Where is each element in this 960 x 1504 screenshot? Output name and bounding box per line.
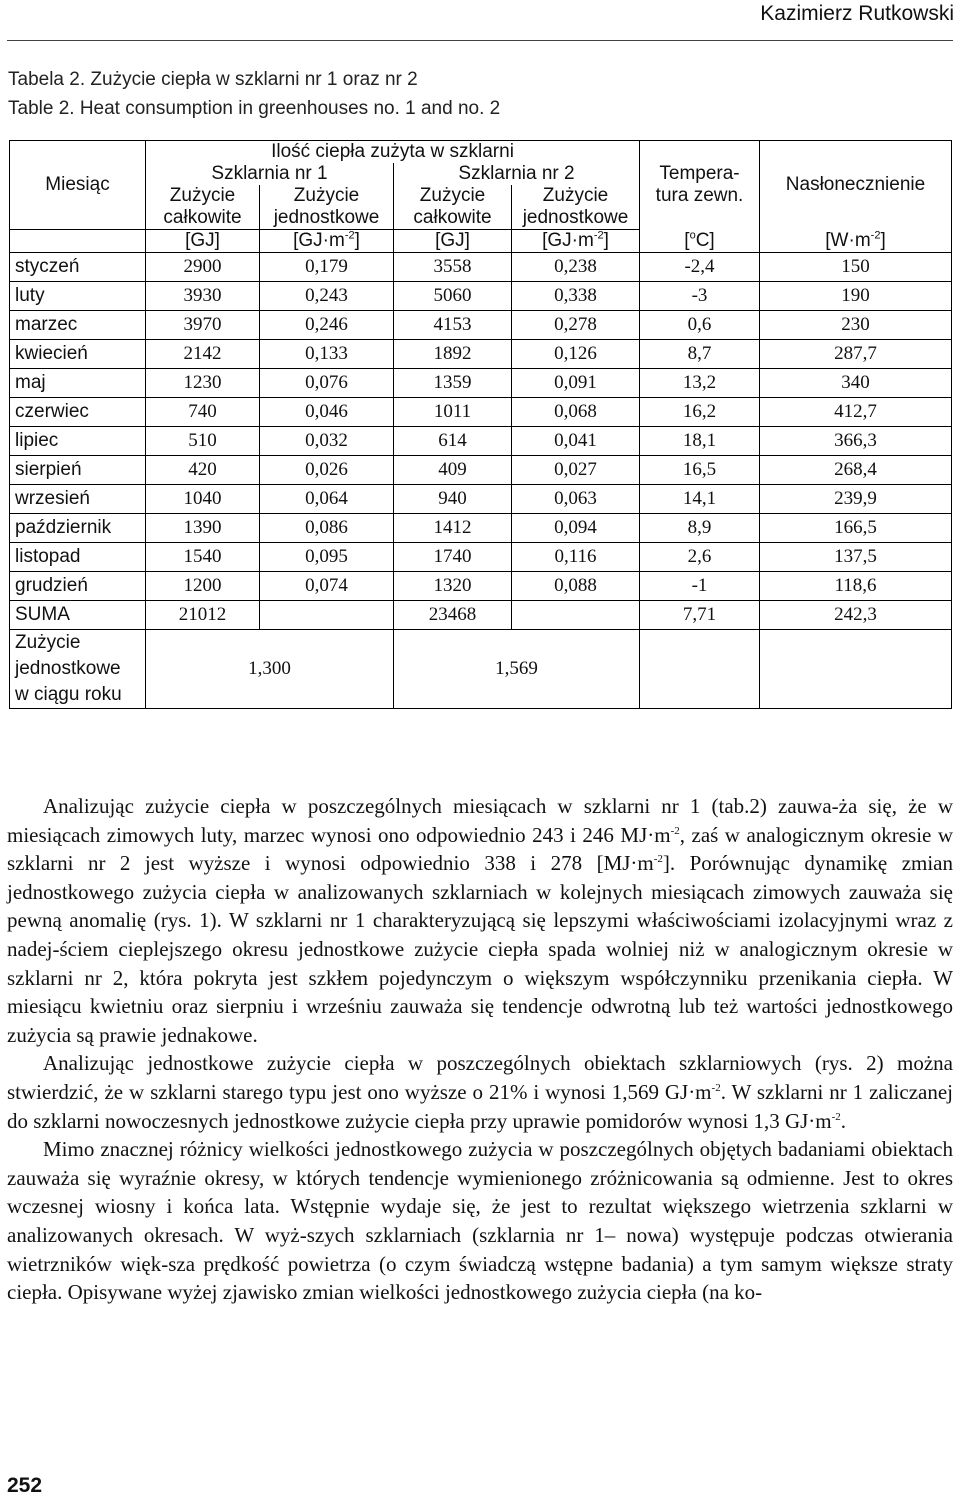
row-g2-unit: 0,027 (512, 456, 640, 485)
paragraph-1: Analizując zużycie ciepła w poszczególnych miesiącach w szklarni nr 1 (tab.2) zauwa-ża się, że w miesiącach zimowych luty, marzec wynosi ono odpowiednio 243 i 246 $MJ\cdot m^{-2}$, zaś w analogicznym okresie w szklarni nr 2 jest wyższe i wynosi odpowiednio 338 i 278 $[MJ\cdot m^{-2}]$. Porównując dynamikę zmian jednostkowego zużycia ciepła w analizowanych szklarniach w kolejnych miesiącach zimowych zauważa się pewną anomalię (rys. 1). W szklarni nr 1 charakteryzującą się lepszymi właściwościami izolacyjnymi wraz z nadej-ściem cieplejszego okresu jednostkowe zużycie ciepła spada wolniej niż w analogicznym okresie w szklarni nr 2, która pokryta jest szkłem pojedynczym o większym współczynniku przenikania ciepła. W miesiącu kwietniu oraz sierpniu i wrześniu zauważa się tendencje odwrotną lub też wartości jednostkowego zużycia są prawie jednakowe. (7, 794, 954, 1047)
row-g1-unit: 0,046 (260, 398, 394, 427)
row-month: luty (10, 282, 146, 311)
header-heat-used: Ilość ciepła zużyta w szklarni (146, 141, 640, 164)
row-g1-unit: 0,246 (260, 311, 394, 340)
row-ins: 287,7 (760, 340, 952, 369)
row-g2-unit: 0,091 (512, 369, 640, 398)
row-g2-total: 1011 (394, 398, 512, 427)
annual-temp-blank (640, 630, 760, 709)
row-g1-unit: 0,133 (260, 340, 394, 369)
row-g2-unit: 0,088 (512, 572, 640, 601)
row-ins: 366,3 (760, 427, 952, 456)
row-g2-total: 1320 (394, 572, 512, 601)
annual-g2: 1,569 (394, 630, 640, 709)
row-month: sierpień (10, 456, 146, 485)
row-temp: 8,9 (640, 514, 760, 543)
row-g2-unit: 0,094 (512, 514, 640, 543)
row-temp: 2,6 (640, 543, 760, 572)
row-g2-unit: 0,041 (512, 427, 640, 456)
row-temp: -3 (640, 282, 760, 311)
header-g2-unit-line1: Zużycie (542, 185, 609, 206)
row-ins: 150 (760, 253, 952, 282)
row-temp: 13,2 (640, 369, 760, 398)
row-g2-total: 1740 (394, 543, 512, 572)
header-g1-total-line1: Zużycie (169, 185, 236, 206)
row-temp: 16,5 (640, 456, 760, 485)
header-temperature-line1: Tempera- (659, 163, 740, 185)
row-g1-total: 3930 (146, 282, 260, 311)
row-g2-total: 1359 (394, 369, 512, 398)
sum-temp: 7,71 (640, 601, 760, 630)
annual-ins-blank (760, 630, 952, 709)
row-month: maj (10, 369, 146, 398)
row-g2-total: 4153 (394, 311, 512, 340)
row-g1-total: 3970 (146, 311, 260, 340)
header-greenhouse-1: Szklarnia nr 1 (146, 163, 394, 185)
row-month: styczeń (10, 253, 146, 282)
row-g1-total: 2142 (146, 340, 260, 369)
row-ins: 239,9 (760, 485, 952, 514)
table-row (10, 485, 952, 514)
row-g2-total: 614 (394, 427, 512, 456)
row-g2-unit: 0,116 (512, 543, 640, 572)
header-g1-total (146, 185, 260, 230)
header-temperature (640, 141, 760, 230)
row-g2-total: 5060 (394, 282, 512, 311)
row-g1-unit: 0,243 (260, 282, 394, 311)
table-caption-pl: Tabela 2. Zużycie ciepła w szklarni nr 1 oraz nr 2 (8, 69, 418, 90)
row-g2-total: 409 (394, 456, 512, 485)
row-month: marzec (10, 311, 146, 340)
row-g1-total: 1390 (146, 514, 260, 543)
row-ins: 137,5 (760, 543, 952, 572)
annual-label-line1: Zużycie (15, 632, 81, 653)
paragraph-2: Analizując jednostkowe zużycie ciepła w poszczególnych obiektach szklarniowych (rys. 2) można stwierdzić, że w szklarni starego typu jest ono wyższe o 21% i wynosi 1,569 $GJ\cdot m^{-2}$. W szklarni nr 1 zaliczanej do szklarni nowoczesnych jednostkowe zużycie ciepła przy uprawie pomidorów wynosi 1,3 $GJ\cdot m^{-2}$. (7, 1051, 953, 1133)
row-temp: 18,1 (640, 427, 760, 456)
row-g2-unit: 0,238 (512, 253, 640, 282)
row-g1-unit: 0,076 (260, 369, 394, 398)
unit-g2-unit: $[GJ\cdot m^{-2}]$ (512, 230, 640, 253)
table-row (10, 543, 952, 572)
row-g1-unit: 0,179 (260, 253, 394, 282)
running-header: Kazimierz Rutkowski (760, 2, 954, 25)
table-row (10, 369, 952, 398)
header-greenhouse-2: Szklarnia nr 2 (394, 163, 640, 185)
header-insolation: Nasłonecznienie (760, 141, 952, 230)
header-g1-unit-line2: jednostkowe (273, 207, 380, 228)
row-ins: 268,4 (760, 456, 952, 485)
row-temp: 16,2 (640, 398, 760, 427)
row-temp: 0,6 (640, 311, 760, 340)
unit-g1-total: [GJ] (146, 230, 260, 253)
table-row (10, 311, 952, 340)
unit-g1-unit: $[GJ\cdot m^{-2}]$ (260, 230, 394, 253)
header-g2-total-line2: całkowite (413, 207, 492, 228)
row-ins: 190 (760, 282, 952, 311)
table-row (10, 282, 952, 311)
row-g2-unit: 0,063 (512, 485, 640, 514)
unit-temperature: [$^o$C] (640, 230, 760, 253)
row-g1-total: 2900 (146, 253, 260, 282)
row-g2-unit: 0,068 (512, 398, 640, 427)
header-rule (7, 40, 953, 41)
row-g1-unit: 0,026 (260, 456, 394, 485)
body-text (7, 792, 953, 1307)
paragraph-3: Mimo znacznej różnicy wielkości jednostkowego zużycia w poszczególnych objętych badaniami obiektach zauważa się wyraźnie okresy, w których tendencje wymienionego zróżnicowania są odmienne. Jest to okres wczesnej wiosny i końca lata. Wstępnie wydaje się, że jest to rezultat większego wietrzenia szklarni w analizowanych okresach. W wyż-szych szklarniach (szklarnia nr 1– nowa) występuje podczas otwierania wietrzników więk-sza prędkość powietrza (o czym świadczą wstępne badania) a tym samym większe straty ciepła. Opisywane wyżej zjawisko zmian wielkości jednostkowego zużycia ciepła (na ko- (7, 1137, 953, 1305)
row-g1-unit: 0,095 (260, 543, 394, 572)
header-temperature-line2: tura zewn. (655, 185, 744, 207)
unit-g2-total: [GJ] (394, 230, 512, 253)
row-month: wrzesień (10, 485, 146, 514)
header-month: Miesiąc (10, 141, 146, 230)
row-g1-unit: 0,086 (260, 514, 394, 543)
row-g1-total: 740 (146, 398, 260, 427)
row-g1-total: 1540 (146, 543, 260, 572)
header-g2-unit-line2: jednostkowe (522, 207, 629, 228)
header-g2-unit (512, 185, 640, 230)
row-g2-total: 940 (394, 485, 512, 514)
row-month: czerwiec (10, 398, 146, 427)
table-caption-en: Table 2. Heat consumption in greenhouses no. 1 and no. 2 (8, 98, 501, 119)
row-month: grudzień (10, 572, 146, 601)
sum-g1-total: 21012 (146, 601, 260, 630)
annual-g1: 1,300 (146, 630, 394, 709)
table-row (10, 427, 952, 456)
row-temp: 8,7 (640, 340, 760, 369)
header-g1-unit (260, 185, 394, 230)
header-g1-total-line2: całkowite (163, 207, 242, 228)
sum-label: SUMA (10, 601, 146, 630)
table-row (10, 253, 952, 282)
unit-insolation: $[W\cdot m^{-2}]$ (760, 230, 952, 253)
row-ins: 340 (760, 369, 952, 398)
header-g2-total (394, 185, 512, 230)
heat-consumption-table (9, 140, 952, 709)
row-g2-unit: 0,126 (512, 340, 640, 369)
row-g1-unit: 0,032 (260, 427, 394, 456)
row-g1-total: 510 (146, 427, 260, 456)
table-row (10, 572, 952, 601)
units-month-blank (10, 230, 146, 253)
table-row (10, 340, 952, 369)
table-row (10, 398, 952, 427)
row-g1-total: 1230 (146, 369, 260, 398)
annual-label-line2: jednostkowe (15, 658, 121, 679)
row-ins: 118,6 (760, 572, 952, 601)
row-g2-unit: 0,278 (512, 311, 640, 340)
row-ins: 412,7 (760, 398, 952, 427)
row-g1-total: 1200 (146, 572, 260, 601)
annual-label (10, 630, 146, 709)
table-row (10, 514, 952, 543)
row-month: lipiec (10, 427, 146, 456)
row-month: październik (10, 514, 146, 543)
row-g1-total: 1040 (146, 485, 260, 514)
row-g1-total: 420 (146, 456, 260, 485)
row-g1-unit: 0,074 (260, 572, 394, 601)
sum-ins: 242,3 (760, 601, 952, 630)
row-g2-unit: 0,338 (512, 282, 640, 311)
sum-g2-total: 23468 (394, 601, 512, 630)
row-g2-total: 3558 (394, 253, 512, 282)
row-ins: 230 (760, 311, 952, 340)
row-g2-total: 1892 (394, 340, 512, 369)
row-temp: 14,1 (640, 485, 760, 514)
page-number: 252 (7, 1474, 43, 1497)
sum-g1-unit (260, 601, 394, 630)
row-temp: -2,4 (640, 253, 760, 282)
row-month: kwiecień (10, 340, 146, 369)
row-g1-unit: 0,064 (260, 485, 394, 514)
table-row (10, 456, 952, 485)
row-ins: 166,5 (760, 514, 952, 543)
sum-g2-unit (512, 601, 640, 630)
row-g2-total: 1412 (394, 514, 512, 543)
header-g2-total-line1: Zużycie (419, 185, 486, 206)
row-temp: -1 (640, 572, 760, 601)
row-month: listopad (10, 543, 146, 572)
header-g1-unit-line1: Zużycie (293, 185, 360, 206)
annual-label-line3: w ciągu roku (15, 684, 122, 705)
